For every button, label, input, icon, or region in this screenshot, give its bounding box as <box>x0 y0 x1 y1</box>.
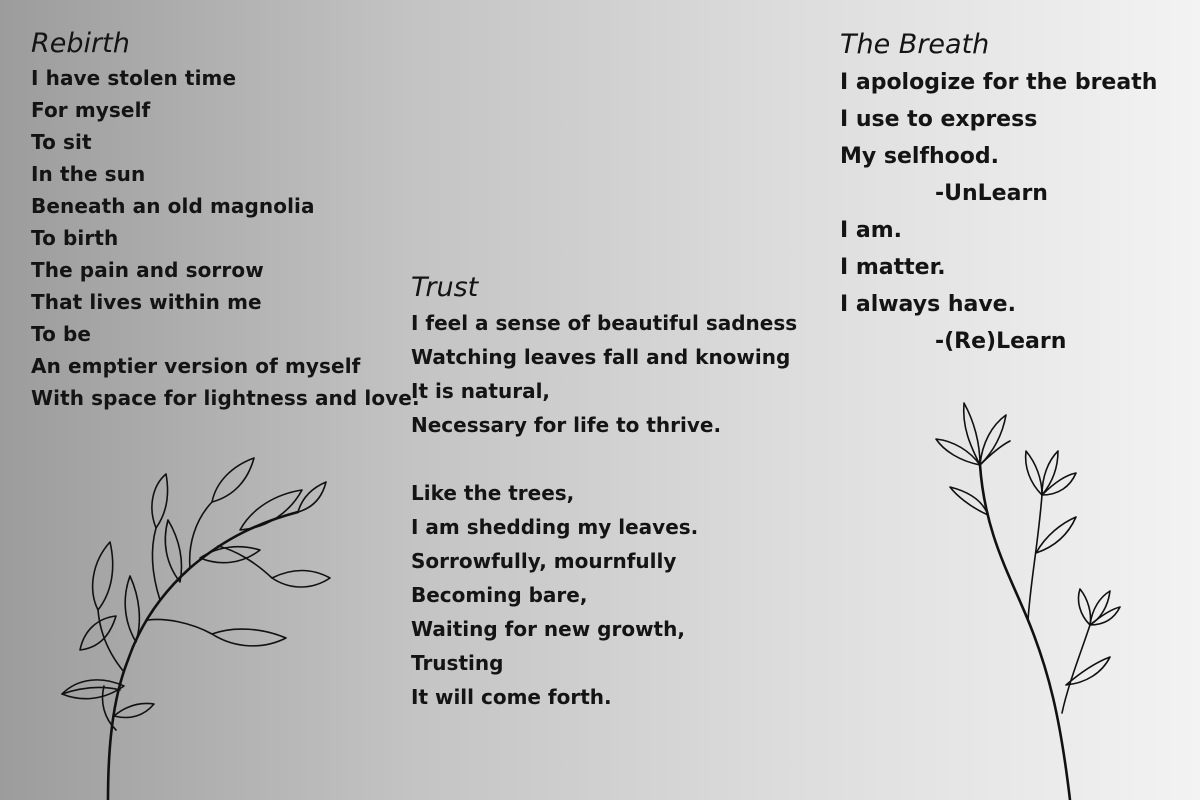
poem-line: With space for lightness and love. <box>31 386 420 410</box>
poem-title: Rebirth <box>31 28 130 59</box>
poem-title: The Breath <box>840 29 990 60</box>
poem-line: I feel a sense of beautiful sadness <box>411 311 798 335</box>
poem-line: To sit <box>31 130 92 154</box>
poem-line: I am shedding my leaves. <box>411 515 699 539</box>
poem-signature: -UnLearn <box>935 181 1048 206</box>
poem-line: The pain and sorrow <box>31 258 264 282</box>
poem-lines <box>31 62 420 414</box>
stanza-break <box>411 442 811 476</box>
poem-trust <box>411 270 811 714</box>
poem-the-breath <box>840 26 1180 360</box>
poem-lines <box>411 306 811 714</box>
poem-line: Waiting for new growth, <box>411 617 685 641</box>
leafy-branch-icon <box>40 450 340 800</box>
poem-line: For myself <box>31 98 151 122</box>
poem-line: I apologize for the breath <box>840 70 1158 95</box>
poem-line: An emptier version of myself <box>31 354 361 378</box>
poem-line: I am. <box>840 218 902 243</box>
poem-line: I always have. <box>840 292 1016 317</box>
poem-line: In the sun <box>31 162 146 186</box>
poem-signature: -(Re)Learn <box>935 329 1067 354</box>
poem-line: Sorrowfully, mournfully <box>411 549 677 573</box>
poem-line: I have stolen time <box>31 66 237 90</box>
poem-line: I use to express <box>840 107 1038 132</box>
poem-lines <box>840 64 1180 360</box>
poem-rebirth <box>31 26 420 414</box>
poem-line: I matter. <box>840 255 946 280</box>
poem-line: Like the trees, <box>411 481 575 505</box>
poem-line: It will come forth. <box>411 685 612 709</box>
poem-line: Beneath an old magnolia <box>31 194 315 218</box>
poem-line: It is natural, <box>411 379 551 403</box>
poem-line: My selfhood. <box>840 144 1000 169</box>
poem-line: To birth <box>31 226 119 250</box>
poem-title: Trust <box>411 272 479 303</box>
poem-line: That lives within me <box>31 290 262 314</box>
poem-line: Watching leaves fall and knowing <box>411 345 791 369</box>
flower-stem-icon <box>930 395 1130 800</box>
poem-line: Becoming bare, <box>411 583 588 607</box>
poem-line: To be <box>31 322 92 346</box>
poem-line: Necessary for life to thrive. <box>411 413 722 437</box>
poem-line: Trusting <box>411 651 504 675</box>
